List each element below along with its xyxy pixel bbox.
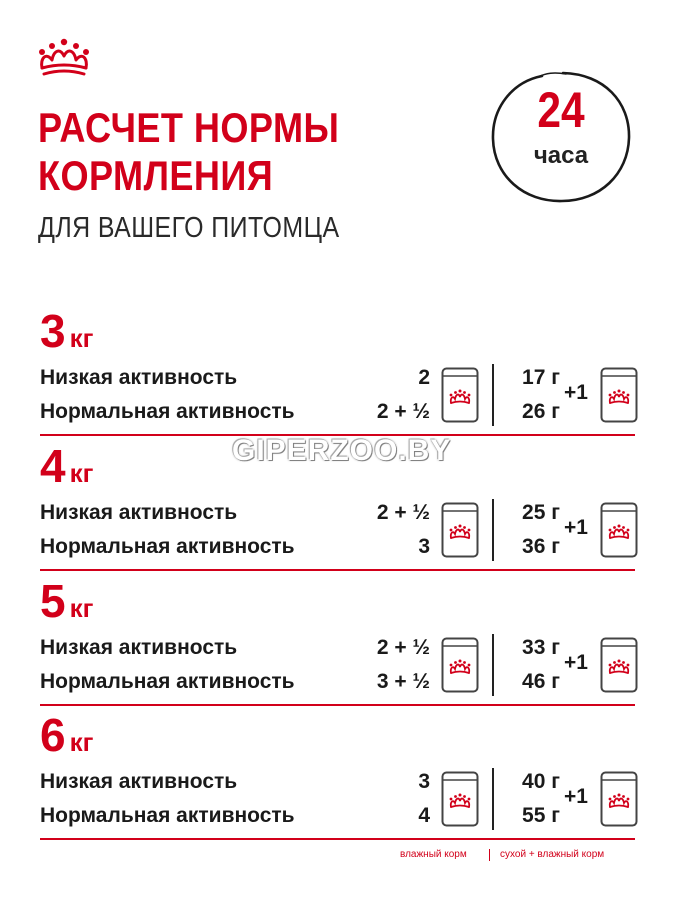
weight-value: 4 — [40, 440, 66, 492]
activity-label: Низкая активность — [40, 636, 238, 659]
plus-one-label: +1 — [564, 785, 588, 808]
dry-amount: 26 г — [522, 400, 560, 423]
duration-badge — [486, 68, 636, 206]
activity-label: Нормальная активность — [40, 535, 295, 558]
title-line-2: КОРМЛЕНИЯ — [38, 152, 274, 199]
dry-amount: 36 г — [522, 535, 560, 558]
weight-heading — [40, 710, 93, 760]
legend-divider — [489, 849, 490, 861]
weight-section-3kg — [40, 305, 635, 436]
table-row — [40, 632, 635, 666]
page-subtitle: ДЛЯ ВАШЕГО ПИТОМЦА — [38, 212, 340, 244]
food-pouch-icon — [600, 637, 638, 693]
table-row — [40, 531, 635, 565]
wet-amount: 2 + ½ — [376, 400, 430, 423]
dry-amount: 40 г — [522, 770, 560, 793]
activity-label: Нормальная активность — [40, 670, 295, 693]
food-pouch-icon — [600, 771, 638, 827]
weight-heading — [40, 306, 93, 356]
weight-section-4kg — [40, 440, 635, 571]
table-row — [40, 362, 635, 396]
weight-heading — [40, 441, 93, 491]
activity-label: Нормальная активность — [40, 400, 295, 423]
legend-dry-plus-wet: сухой + влажный корм — [500, 849, 605, 860]
wet-amount: 2 — [418, 366, 430, 389]
weight-unit: кг — [69, 458, 94, 488]
food-pouch-icon — [441, 771, 479, 827]
legend-wet-food: влажный корм — [400, 849, 467, 860]
dry-amount: 55 г — [522, 804, 560, 827]
crown-icon — [36, 38, 92, 78]
badge-unit: часа — [533, 142, 589, 169]
wet-amount: 2 + ½ — [376, 636, 430, 659]
activity-label: Нормальная активность — [40, 804, 295, 827]
title-line-1: РАСЧЕТ НОРМЫ — [38, 104, 340, 151]
dry-amount: 46 г — [522, 670, 560, 693]
wet-amount: 4 — [418, 804, 430, 827]
vertical-divider — [492, 634, 494, 696]
weight-value: 3 — [40, 305, 66, 357]
page-title — [38, 104, 339, 200]
food-pouch-icon — [441, 637, 479, 693]
food-pouch-icon — [441, 502, 479, 558]
weight-unit: кг — [69, 323, 94, 353]
plus-one-label: +1 — [564, 651, 588, 674]
dry-amount: 25 г — [522, 501, 560, 524]
food-pouch-icon — [441, 367, 479, 423]
vertical-divider — [492, 768, 494, 830]
table-row — [40, 497, 635, 531]
badge-number: 24 — [537, 82, 585, 138]
weight-value: 5 — [40, 575, 66, 627]
watermark: GIPERZOO.BY — [232, 434, 452, 467]
food-pouch-icon — [600, 367, 638, 423]
weight-section-5kg — [40, 575, 635, 706]
vertical-divider — [492, 364, 494, 426]
plus-one-label: +1 — [564, 381, 588, 404]
weight-value: 6 — [40, 709, 66, 761]
wet-amount: 3 — [418, 770, 430, 793]
wet-amount: 3 — [418, 535, 430, 558]
table-row — [40, 666, 635, 700]
weight-unit: кг — [69, 593, 94, 623]
table-row — [40, 766, 635, 800]
plus-one-label: +1 — [564, 516, 588, 539]
food-pouch-icon — [600, 502, 638, 558]
table-row — [40, 396, 635, 430]
table-row — [40, 800, 635, 834]
wet-amount: 2 + ½ — [376, 501, 430, 524]
activity-label: Низкая активность — [40, 366, 238, 389]
wet-amount: 3 + ½ — [376, 670, 430, 693]
activity-label: Низкая активность — [40, 770, 238, 793]
weight-section-6kg — [40, 709, 635, 840]
vertical-divider — [492, 499, 494, 561]
dry-amount: 33 г — [522, 636, 560, 659]
activity-label: Низкая активность — [40, 501, 238, 524]
weight-heading — [40, 576, 93, 626]
dry-amount: 17 г — [522, 366, 560, 389]
weight-unit: кг — [69, 727, 94, 757]
